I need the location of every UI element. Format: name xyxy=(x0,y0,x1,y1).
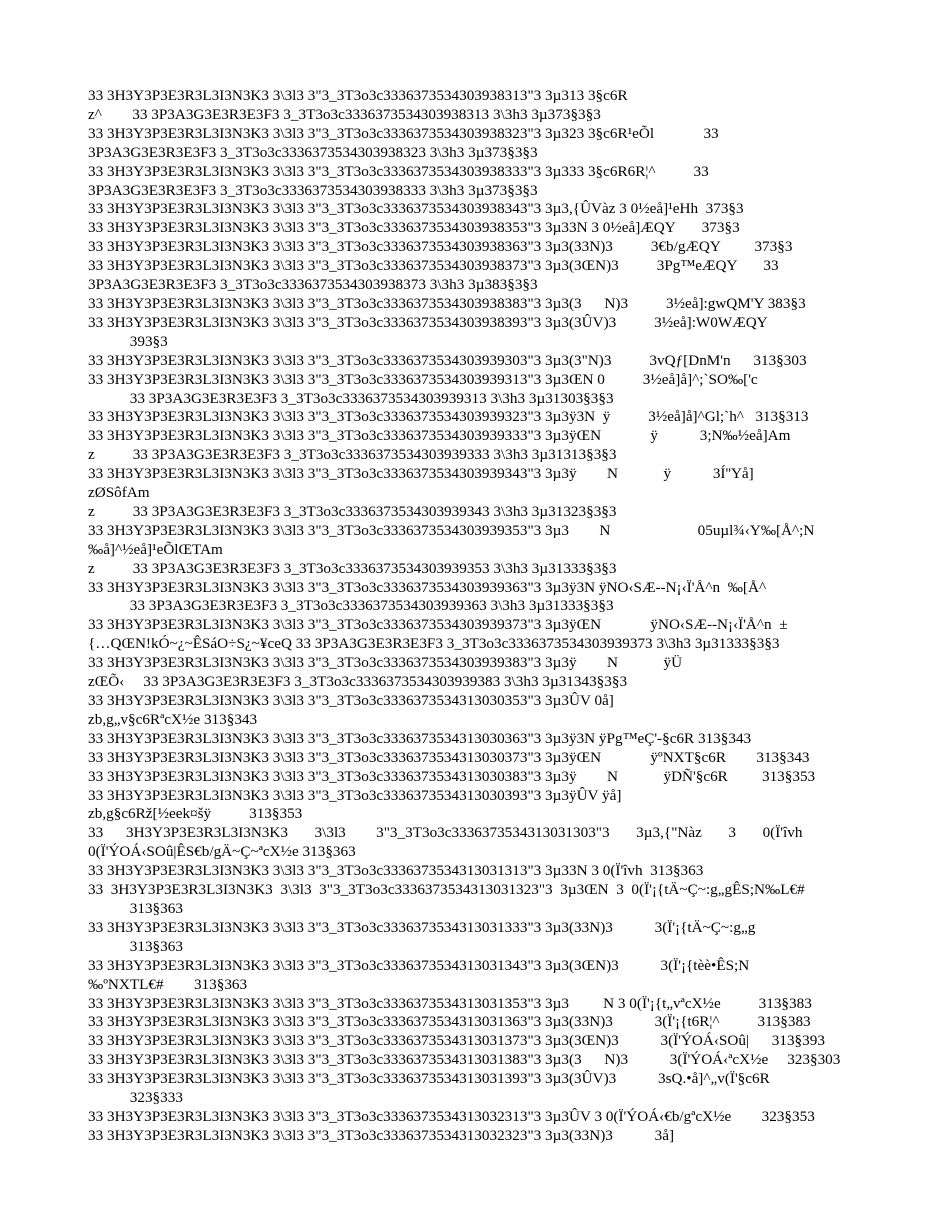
text-line: 33 3H3Y3P3E3R3L3I3N3K3 3\3l3 3"3_3T3o3c3336373534303939373"3 3µ3ÿŒN ÿNO‹SÆ--N¡‹Ï'Å^n ± xyxy=(88,616,788,634)
text-line: 33 3H3Y3P3E3R3L3I3N3K3 3\3l3 3"3_3T3o3c3336373534303939313"3 3µ3ŒN 0 3½eå]å]^;`SO‰['c xyxy=(88,370,758,388)
text-line: 33 3H3Y3P3E3R3L3I3N3K3 3\3l3 3"3_3T3o3c3336373534303939363"3 3µ3ÿ3N ÿNO‹SÆ--N¡‹Ï'Å^n ‰[Å^ xyxy=(88,578,767,596)
text-line: 0(Ï'ÝOÁ‹SOû|ÊS€b/gÄ~Ç~ªcX½e 313§363 xyxy=(88,843,356,861)
text-line: 33 3H3Y3P3E3R3L3I3N3K3 3\3l3 3"3_3T3o3c3336373534313032313"3 3µ3ÛV 3 0(Ï'ÝOÁ‹€b/gªcX½e 323§353 xyxy=(88,1107,815,1125)
text-line: z^ 33 3P3A3G3E3R3E3F3 3_3T3o3c3336373534303938313 3\3h3 3µ373§3§3 xyxy=(88,105,601,123)
text-line: 33 3H3Y3P3E3R3L3I3N3K3 3\3l3 3"3_3T3o3c3336373534303938393"3 3µ3(3ÛV)3 3½eå]:W0WÆQY xyxy=(88,313,768,331)
text-line: 33 3H3Y3P3E3R3L3I3N3K3 3\3l3 3"3_3T3o3c3336373534313031343"3 3µ3(3ŒN)3 3(Ï'¡{tèè•ÊS;N xyxy=(88,956,750,974)
text-line: zØSôfAm xyxy=(88,484,150,502)
text-line: ‰å]^½eå]¹eÕlŒTAm xyxy=(88,540,223,558)
text-line: 33 3H3Y3P3E3R3L3I3N3K3 3\3l3 3"3_3T3o3c3336373534313031303"3 3µ3,{"Nàz 3 0(Ï'îvh xyxy=(88,824,803,842)
text-line: 323§333 xyxy=(88,1089,183,1107)
text-line: 33 3P3A3G3E3R3E3F3 3_3T3o3c3336373534303939363 3\3h3 3µ31333§3§3 xyxy=(88,597,614,615)
text-line: z 33 3P3A3G3E3R3E3F3 3_3T3o3c3336373534303939333 3\3h3 3µ31313§3§3 xyxy=(88,446,617,464)
text-line: zŒÕ‹ 33 3P3A3G3E3R3E3F3 3_3T3o3c3336373534303939383 3\3h3 3µ31343§3§3 xyxy=(88,673,628,691)
text-line: z 33 3P3A3G3E3R3E3F3 3_3T3o3c3336373534303939343 3\3h3 3µ31323§3§3 xyxy=(88,502,617,520)
text-line: 33 3H3Y3P3E3R3L3I3N3K3 3\3l3 3"3_3T3o3c3336373534303939353"3 3µ3 N 05uµl¾‹Y‰[Å^;N xyxy=(88,521,815,539)
text-line: 33 3H3Y3P3E3R3L3I3N3K3 3\3l3 3"3_3T3o3c3336373534303939343"3 3µ3ÿ N ÿ 3Í''Yå] xyxy=(88,465,754,483)
text-line: 33 3H3Y3P3E3R3L3I3N3K3 3\3l3 3"3_3T3o3c3336373534313030353"3 3µ3ÛV 0å] xyxy=(88,692,614,709)
text-line: 33 3H3Y3P3E3R3L3I3N3K3 3\3l3 3"3_3T3o3c3336373534313031373"3 3µ3(3ŒN)3 3(Ï'ÝOÁ‹SOû| 313§393 xyxy=(88,1032,825,1050)
text-line: 33 3H3Y3P3E3R3L3I3N3K3 3\3l3 3"3_3T3o3c3336373534303938353"3 3µ33N 3 0½eå]ÆQY 373§3 xyxy=(88,219,740,237)
text-line: 33 3H3Y3P3E3R3L3I3N3K3 3\3l3 3"3_3T3o3c3336373534303938343"3 3µ3,{ÛVàz 3 0½eå]¹eHh 373§3 xyxy=(88,200,744,218)
text-line: 33 3H3Y3P3E3R3L3I3N3K3 3\3l3 3"3_3T3o3c3336373534313031393"3 3µ3(3ÛV)3 3sQ.•å]^„v(Ï'§c6R xyxy=(88,1070,770,1088)
text-line: 33 3H3Y3P3E3R3L3I3N3K3 3\3l3 3"3_3T3o3c3336373534313031323"3 3µ3ŒN 3 0(Ï'¡{tÄ~Ç~:g„gÊS;N‰L€# xyxy=(88,881,805,899)
text-line: 313§363 xyxy=(88,899,183,917)
text-line: 33 3H3Y3P3E3R3L3I3N3K3 3\3l3 3"3_3T3o3c3336373534313031363"3 3µ3(33N)3 3(Ï'¡{t6R¦^ 313§383 xyxy=(88,1013,811,1031)
text-line: 33 3H3Y3P3E3R3L3I3N3K3 3\3l3 3"3_3T3o3c3336373534303938383"3 3µ3(3 N)3 3½eå]:gwQM'Y 383§3 xyxy=(88,294,806,312)
text-line: zb,g§c6Rž[½eek¤šÿ 313§353 xyxy=(88,805,303,823)
text-line: 33 3P3A3G3E3R3E3F3 3_3T3o3c3336373534303939313 3\3h3 3µ31303§3§3 xyxy=(88,389,614,407)
text-line: 33 3H3Y3P3E3R3L3I3N3K3 3\3l3 3"3_3T3o3c3336373534303938313"3 3µ313 3§c6R xyxy=(88,87,628,104)
text-line: 3P3A3G3E3R3E3F3 3_3T3o3c3336373534303938333 3\3h3 3µ373§3§3 xyxy=(88,181,538,199)
text-line: 33 3H3Y3P3E3R3L3I3N3K3 3\3l3 3"3_3T3o3c3336373534313030363"3 3µ3ÿ3N ÿPg™eÇ'-§c6R 313§343 xyxy=(88,729,752,747)
text-line: 33 3H3Y3P3E3R3L3I3N3K3 3\3l3 3"3_3T3o3c3336373534313031353"3 3µ3 N 3 0(Ï'¡{t„vªcX½e 313§383 xyxy=(88,994,812,1012)
text-line: 33 3H3Y3P3E3R3L3I3N3K3 3\3l3 3"3_3T3o3c3336373534303939323"3 3µ3ÿ3N ÿ 3½eå]å]^Gl;`h^ 313§313 xyxy=(88,408,809,426)
text-line: z 33 3P3A3G3E3R3E3F3 3_3T3o3c3336373534303939353 3\3h3 3µ31333§3§3 xyxy=(88,559,617,577)
text-line: 3P3A3G3E3R3E3F3 3_3T3o3c3336373534303938373 3\3h3 3µ383§3§3 xyxy=(88,276,538,294)
text-line: 33 3H3Y3P3E3R3L3I3N3K3 3\3l3 3"3_3T3o3c3336373534303938363"3 3µ3(33N)3 3€b/gÆQY 373§3 xyxy=(88,238,793,256)
text-line: zb,g„v§c6RªcX½e 313§343 xyxy=(88,710,258,728)
text-line: 393§3 xyxy=(88,332,168,350)
text-line: 33 3H3Y3P3E3R3L3I3N3K3 3\3l3 3"3_3T3o3c3336373534303939333"3 3µ3ÿŒN ÿ 3;N‰½eå]Am xyxy=(88,427,791,445)
text-line: 33 3H3Y3P3E3R3L3I3N3K3 3\3l3 3"3_3T3o3c3336373534303938323"3 3µ323 3§c6R¹eÕl 33 xyxy=(88,124,719,142)
text-line: 33 3H3Y3P3E3R3L3I3N3K3 3\3l3 3"3_3T3o3c3336373534303938373"3 3µ3(3ŒN)3 3Pg™eÆQY 33 xyxy=(88,257,779,275)
text-line: 33 3H3Y3P3E3R3L3I3N3K3 3\3l3 3"3_3T3o3c3336373534313031383"3 3µ3(3 N)3 3(Ï'ÝOÁ‹ªcX½e 323§303 xyxy=(88,1051,841,1069)
text-line: 33 3H3Y3P3E3R3L3I3N3K3 3\3l3 3"3_3T3o3c3336373534313030383"3 3µ3ÿ N ÿDÑ'§c6R 313§353 xyxy=(88,767,816,785)
text-line: 33 3H3Y3P3E3R3L3I3N3K3 3\3l3 3"3_3T3o3c3336373534313030373"3 3µ3ÿŒN ÿºNXT§c6R 313§343 xyxy=(88,748,810,766)
text-line: ‰ºNXTL€# 313§363 xyxy=(88,975,248,993)
text-line: 33 3H3Y3P3E3R3L3I3N3K3 3\3l3 3"3_3T3o3c3336373534313032323"3 3µ3(33N)3 3å] xyxy=(88,1126,675,1144)
text-line: 33 3H3Y3P3E3R3L3I3N3K3 3\3l3 3"3_3T3o3c3336373534313031333"3 3µ3(33N)3 3(Ï'¡{tÄ~Ç~:g„g xyxy=(88,918,756,936)
text-line: 3P3A3G3E3R3E3F3 3_3T3o3c3336373534303938323 3\3h3 3µ373§3§3 xyxy=(88,143,538,161)
text-line: 33 3H3Y3P3E3R3L3I3N3K3 3\3l3 3"3_3T3o3c3336373534303939303"3 3µ3(3"N)3 3vQƒ[DnM'n 313§303 xyxy=(88,351,807,369)
text-line: 33 3H3Y3P3E3R3L3I3N3K3 3\3l3 3"3_3T3o3c3336373534303939383"3 3µ3ÿ N ÿÜ xyxy=(88,654,683,672)
text-line: 33 3H3Y3P3E3R3L3I3N3K3 3\3l3 3"3_3T3o3c3336373534313030393"3 3µ3ÿÛV ÿå] xyxy=(88,786,622,804)
document-text xyxy=(88,87,863,1146)
text-line: 33 3H3Y3P3E3R3L3I3N3K3 3\3l3 3"3_3T3o3c3336373534313031313"3 3µ33N 3 0(Ï'îvh 313§363 xyxy=(88,862,704,880)
text-line: {…QŒN!kÓ~¿~ÊSáO÷S¿~¥ceQ 33 3P3A3G3E3R3E3F3 3_3T3o3c3336373534303939373 3\3h3 3µ31333§3§3 xyxy=(88,635,780,653)
text-line: 33 3H3Y3P3E3R3L3I3N3K3 3\3l3 3"3_3T3o3c3336373534303938333"3 3µ333 3§c6R6R¦^ 33 xyxy=(88,162,709,180)
text-line: 313§363 xyxy=(88,937,183,955)
